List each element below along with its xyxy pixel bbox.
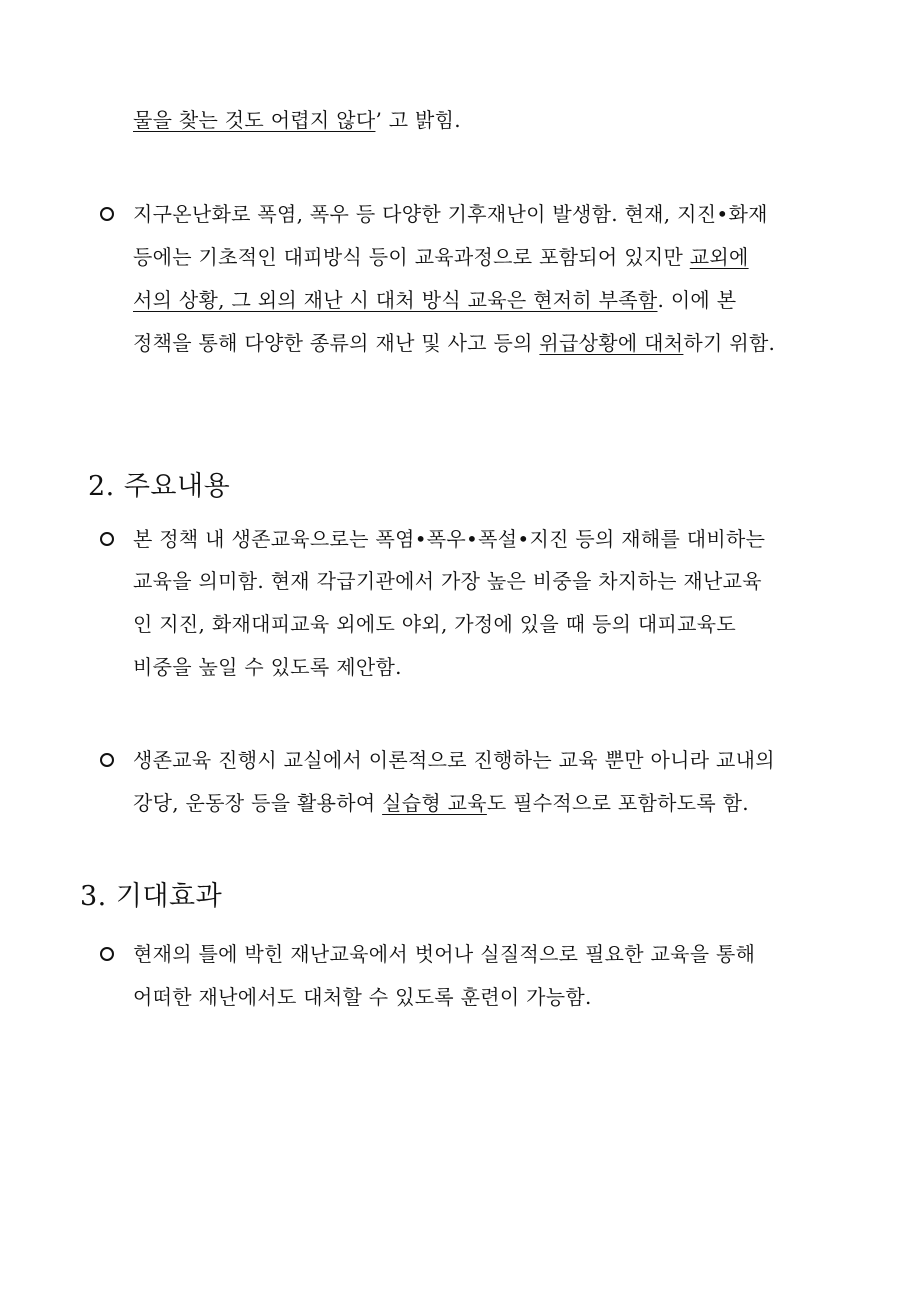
section-heading-expected-effects: 3. 기대효과 — [80, 881, 223, 912]
paragraph-line — [133, 286, 736, 314]
text-span: 도 필수적으로 포함하도록 함. — [486, 791, 749, 815]
paragraph-line: 교육을 의미함. 현재 각급기관에서 가장 높은 비중을 차지하는 재난교육 — [133, 569, 762, 593]
paragraph-line: 어떠한 재난에서도 대처할 수 있도록 훈련이 가능함. — [133, 985, 592, 1009]
bullet-circle-icon — [100, 753, 114, 767]
bullet-circle-icon — [100, 947, 114, 961]
paragraph-line — [133, 243, 749, 271]
paragraph-line: 현재의 틀에 박힌 재난교육에서 벗어나 실질적으로 필요한 교육을 통해 — [133, 942, 756, 966]
text-span: 등에는 기초적인 대피방식 등이 교육과정으로 포함되어 있지만 — [133, 245, 690, 269]
paragraph-line — [133, 789, 749, 817]
bullet-circle-icon — [100, 207, 114, 221]
paragraph-line — [133, 106, 461, 134]
bullet-circle-icon — [100, 532, 114, 546]
underlined-text: 물을 찾는 것도 어렵지 않다 — [133, 108, 376, 132]
paragraph-line — [133, 329, 775, 357]
underlined-text: 실습형 교육 — [382, 791, 487, 815]
paragraph-line: 본 정책 내 생존교육으로는 폭염•폭우•폭설•지진 등의 재해를 대비하는 — [133, 527, 766, 551]
section-heading-main-content: 2. 주요내용 — [88, 471, 231, 502]
paragraph-line: 생존교육 진행시 교실에서 이론적으로 진행하는 교육 뿐만 아니라 교내의 — [133, 748, 775, 772]
text-span: 강당, 운동장 등을 활용하여 — [133, 791, 383, 815]
paragraph-line: 지구온난화로 폭염, 폭우 등 다양한 기후재난이 발생함. 현재, 지진•화재 — [133, 202, 768, 226]
text-span: 정책을 통해 다양한 종류의 재난 및 사고 등의 — [133, 331, 540, 355]
underlined-text: 위급상황에 대처 — [539, 331, 684, 355]
text-span: ’ 고 밝힘. — [375, 108, 461, 132]
paragraph-line: 인 지진, 화재대피교육 외에도 야외, 가정에 있을 때 등의 대피교육도 — [133, 612, 736, 636]
text-span: 하기 위함. — [683, 331, 776, 355]
underlined-text: 교외에 — [689, 245, 749, 269]
paragraph-line: 비중을 높일 수 있도록 제안함. — [133, 655, 402, 679]
text-span: . 이에 본 — [657, 288, 737, 312]
underlined-text: 서의 상황, 그 외의 재난 시 대처 방식 교육은 현저히 부족함 — [133, 288, 658, 312]
